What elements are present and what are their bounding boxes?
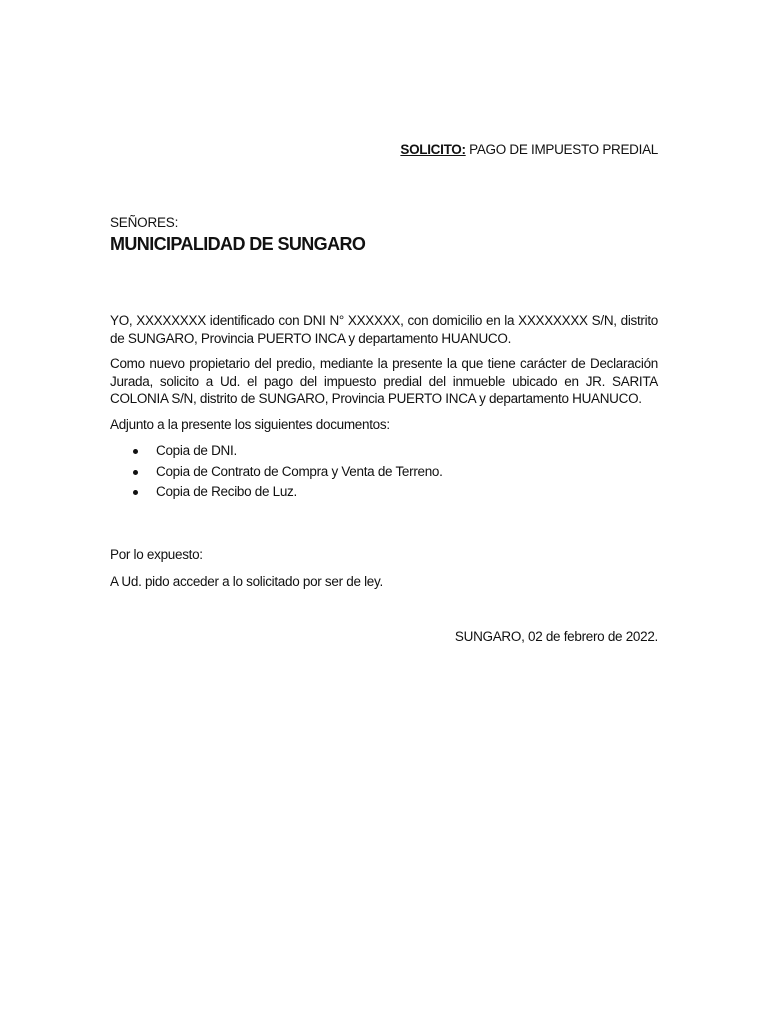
list-item	[110, 441, 658, 462]
date-line: SUNGARO, 02 de febrero de 2022.	[454, 629, 658, 644]
subject-line	[400, 142, 658, 157]
bullet-icon	[133, 490, 138, 495]
list-item	[110, 482, 658, 503]
paragraph-identification: YO, XXXXXXXX identificado con DNI N° XXXXXX, con domicilio en la XXXXXXXX S/N, distrito de SUNGARO, Provincia PUERTO INCA y departamento HUANUCO.	[110, 313, 658, 346]
closing-line-1: Por lo expuesto:	[110, 547, 203, 562]
subject-text: PAGO DE IMPUESTO PREDIAL	[465, 142, 658, 157]
attachments-intro: Adjunto a la presente los siguientes documentos:	[110, 416, 390, 432]
bullet-icon	[133, 449, 138, 454]
bullet-icon	[133, 470, 138, 475]
closing-line-2: A Ud. pido acceder a lo solicitado por ser de ley.	[110, 573, 383, 589]
paragraph-request: Como nuevo propietario del predio, mediante la presente la que tiene carácter de Declaración Jurada, solicito a Ud. el pago del impuesto predial del inmueble ubicado en JR. SARITA COLONIA S/N, distrito de SUNGARO, Provincia PUERTO INCA y departamento HUANUCO.	[110, 356, 658, 406]
letter-body	[110, 312, 658, 503]
closing-block	[110, 546, 658, 599]
subject-label: SOLICITO:	[400, 142, 466, 157]
attachments-list	[110, 441, 658, 503]
attachment-text: Copia de DNI.	[156, 443, 237, 458]
list-item	[110, 462, 658, 483]
attachment-text: Copia de Recibo de Luz.	[156, 484, 297, 499]
attachment-text: Copia de Contrato de Compra y Venta de Terreno.	[156, 463, 443, 479]
salutation: SEÑORES:	[110, 215, 179, 230]
recipient-name: MUNICIPALIDAD DE SUNGARO	[110, 234, 366, 254]
